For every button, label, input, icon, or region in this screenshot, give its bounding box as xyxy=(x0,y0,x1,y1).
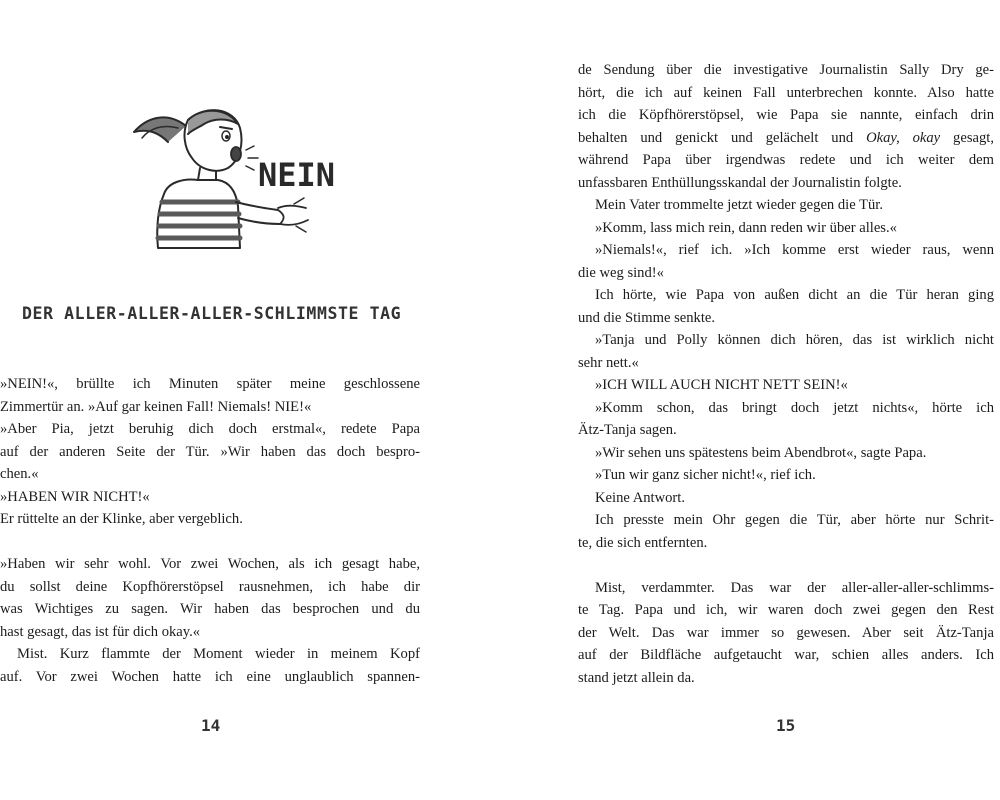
text-line: die weg sind!« xyxy=(578,264,664,281)
text-line: Mist, verdammter. Das war der aller-aller-aller-schlimms- xyxy=(595,579,994,596)
text-line: »Komm, lass mich rein, dann reden wir über alles.« xyxy=(595,219,897,236)
text-line: »NEIN!«, brüllte ich Minuten später meine geschlossene xyxy=(0,376,420,392)
right-text-block-1 xyxy=(578,59,994,689)
text-line: was Wichtiges zu sagen. Wir haben das besprochen und du xyxy=(0,601,420,617)
text-line: und die Stimme senkte. xyxy=(578,309,716,326)
page-number: 14 xyxy=(201,716,221,735)
text-line: Keine Antwort. xyxy=(595,489,685,506)
text-line: du sollst deine Kopfhörerstöpsel rausnehmen, ich habe dir xyxy=(0,578,420,595)
girl-shouting-illustration xyxy=(128,98,358,258)
text-line: auf der Bildfläche aufgetaucht war, schien alles anders. Ich xyxy=(578,647,994,663)
left-text-block-1 xyxy=(0,373,420,688)
text-line: Er rüttelte an der Klinke, aber vergeblich. xyxy=(0,511,243,527)
right-page xyxy=(500,0,1000,800)
text-line: Mein Vater trommelte jetzt wieder gegen die Tür. xyxy=(595,197,883,213)
text-line: »ICH WILL AUCH NICHT NETT SEIN!« xyxy=(595,377,848,393)
text-line: stand jetzt allein da. xyxy=(578,669,695,686)
text-line: auf der anderen Seite der Tür. »Wir haben das doch bespro- xyxy=(0,443,420,460)
page-number: 15 xyxy=(776,716,796,735)
text-line: de Sendung über die investigative Journalistin Sally Dry ge- xyxy=(578,62,994,78)
text-line: Ätz-Tanja sagen. xyxy=(578,422,677,438)
text-line: unfassbaren Enthüllungsskandal der Journalistin folgte. xyxy=(578,174,902,191)
text-line: behalten und genickt und gelächelt und Okay, okay gesagt, xyxy=(578,129,994,146)
text-line: hört, die ich auf keinen Fall unterbrechen konnte. Also hatte xyxy=(578,84,994,101)
italic-phrase: Okay, okay xyxy=(866,129,941,146)
text-line: »Aber Pia, jetzt beruhig dich doch erstmal«, redete Papa xyxy=(0,421,420,437)
text-line: Ich presste mein Ohr gegen die Tür, aber hörte nur Schrit- xyxy=(595,512,994,528)
text-line: Zimmertür an. »Auf gar keinen Fall! Niemals! NIE!« xyxy=(0,398,312,415)
text-line: hast gesagt, das ist für dich okay.« xyxy=(0,623,201,640)
text-line: »Haben wir sehr wohl. Vor zwei Wochen, als ich gesagt habe, xyxy=(0,556,420,572)
text-line: »Tanja und Polly können dich hören, das ist wirklich nicht xyxy=(595,332,994,348)
text-line: Mist. Kurz flammte der Moment wieder in meinem Kopf xyxy=(17,646,420,662)
text-line: chen.« xyxy=(0,466,39,482)
text-line: »Komm schon, das bringt doch jetzt nichts«, hörte ich xyxy=(595,399,994,416)
text-line: »Tun wir ganz sicher nicht!«, rief ich. xyxy=(595,467,816,483)
text-line: auf. Vor zwei Wochen hatte ich eine unglaublich spannen- xyxy=(0,668,420,685)
text-line: ich die Köpfhörerstöpsel, wie Papa sie nannte, einfach drin xyxy=(578,107,994,123)
shout-word: NEIN xyxy=(258,156,336,194)
text-line: te Tag. Papa und ich, wir waren doch zwei gegen den Rest xyxy=(578,602,994,618)
text-line: »Wir sehen uns spätestens beim Abendbrot«, sagte Papa. xyxy=(595,444,927,461)
text-line: te, die sich entfernten. xyxy=(578,534,708,551)
text-line: sehr nett.« xyxy=(578,354,639,371)
text-line: der Welt. Das war immer so gewesen. Aber seit Ätz-Tanja xyxy=(578,624,994,641)
text-line: »Niemals!«, rief ich. »Ich komme erst wieder raus, wenn xyxy=(595,242,994,258)
chapter-title: DER ALLER-ALLER-ALLER-SCHLIMMSTE TAG xyxy=(22,304,402,323)
text-line: »HABEN WIR NICHT!« xyxy=(0,488,150,505)
text-line: während Papa über irgendwas redete und ich weiter dem xyxy=(578,152,994,168)
text-line: Ich hörte, wie Papa von außen dicht an die Tür heran ging xyxy=(595,287,994,303)
